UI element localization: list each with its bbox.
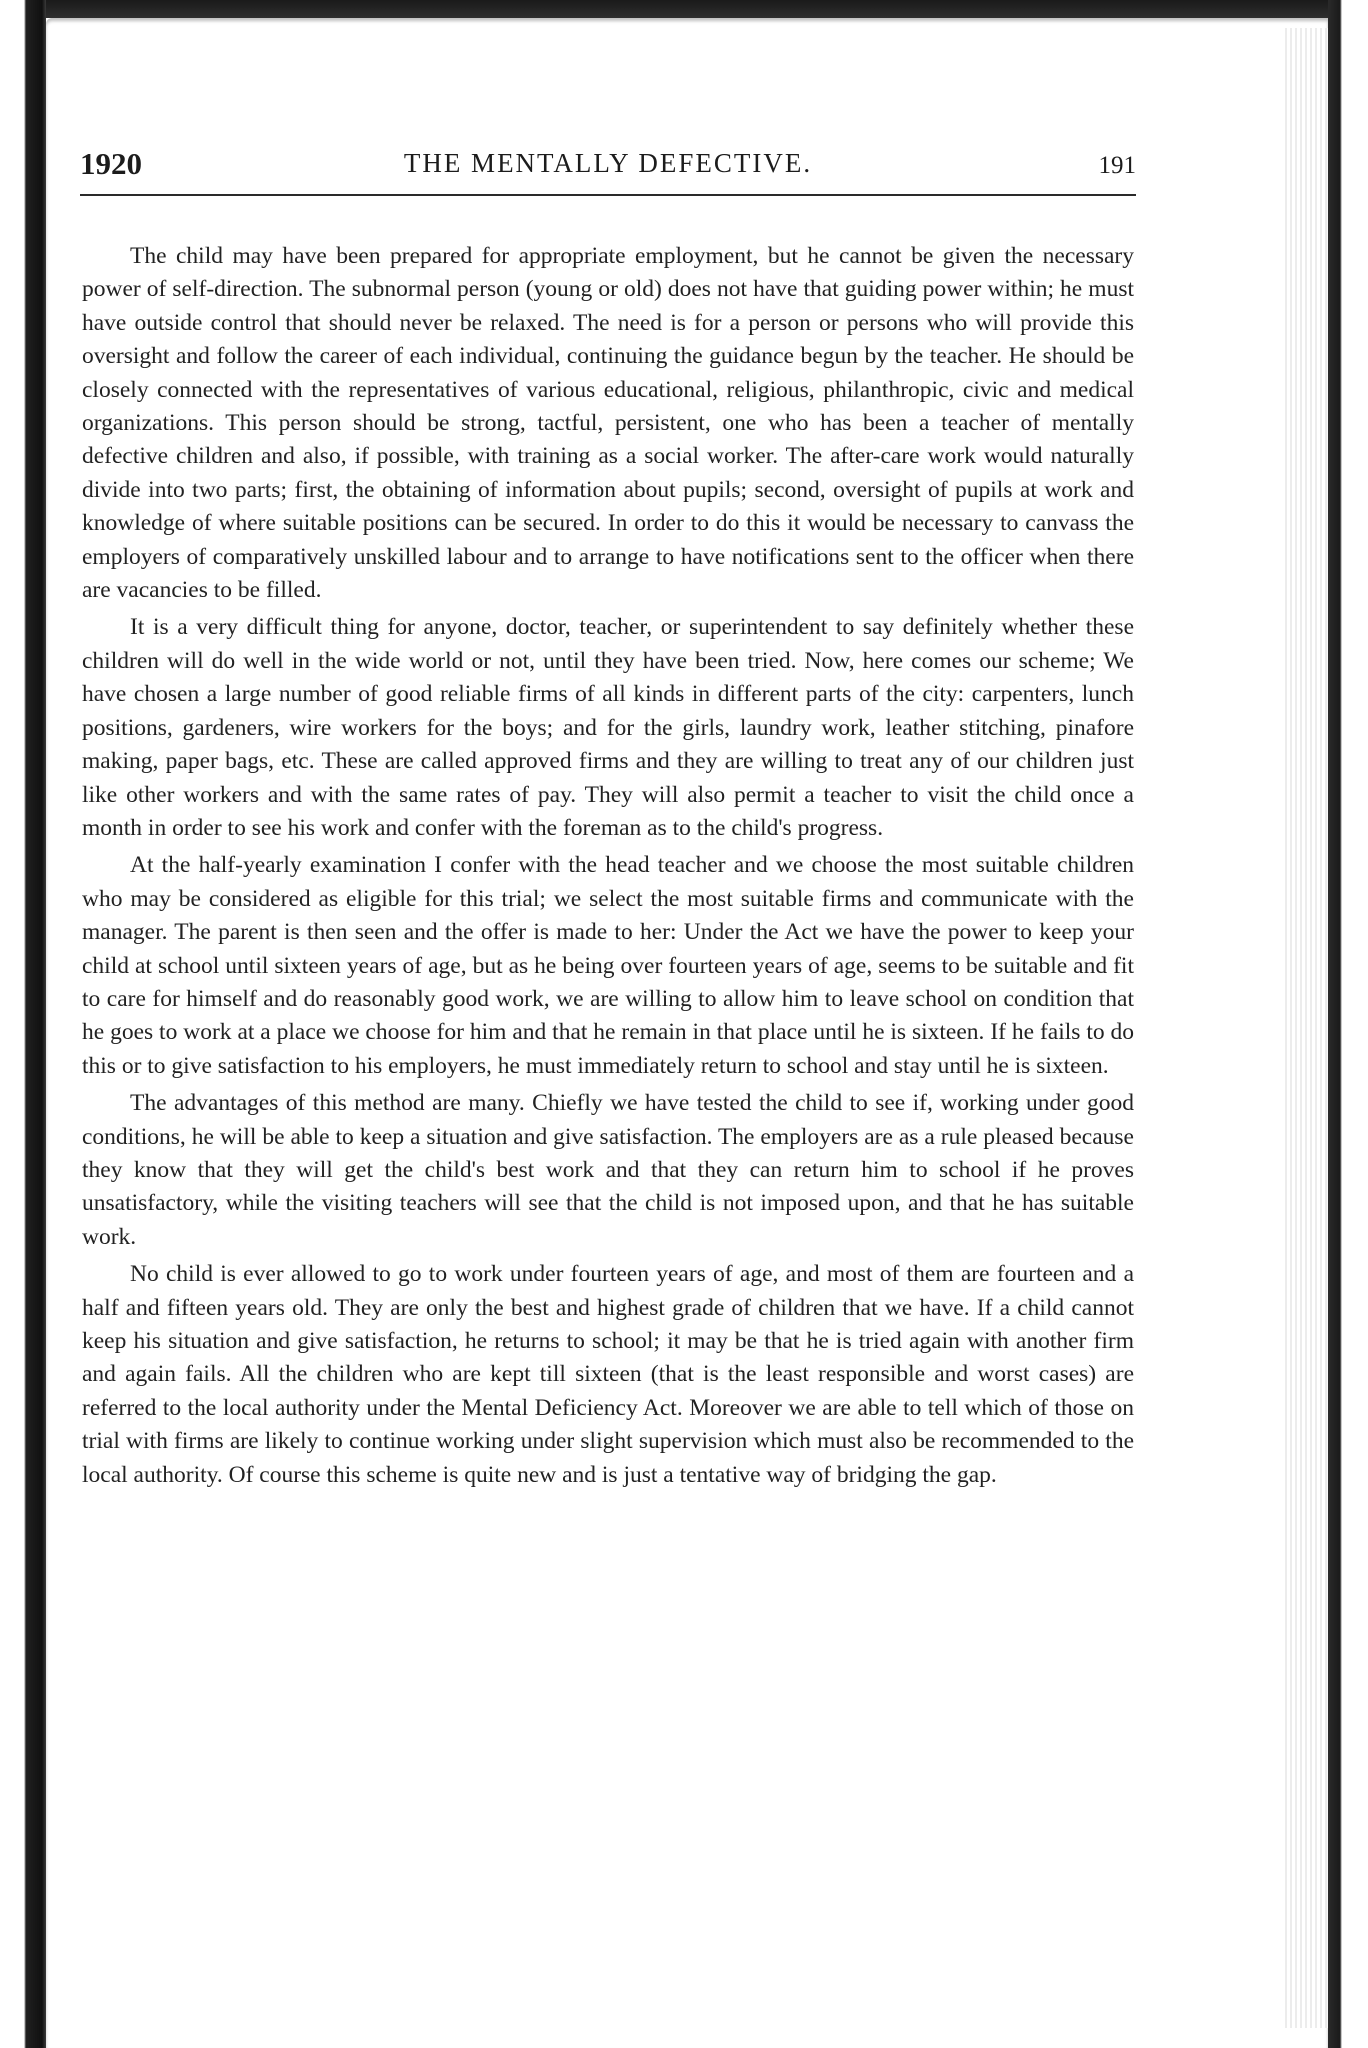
header-title: THE MENTALLY DEFECTIVE. bbox=[403, 148, 813, 178]
header-year: 1920 bbox=[80, 146, 142, 181]
page-stack-edges bbox=[1282, 28, 1328, 2028]
paragraph-4: The advantages of this method are many. Chiefly we have tested the child to see if, working under good conditions, he will be able to keep a situation and give satisfaction. The employers are as a rule pleased because they know that they will get the child's best work and that they can return him to school if he proves unsatisfactory, while the visiting teachers will see that the child is not imposed upon, and that he has suitable work. bbox=[82, 1090, 1134, 1250]
book-page bbox=[46, 18, 1328, 2048]
paragraph-5: No child is ever allowed to go to work under fourteen years of age, and most of them are fourteen and a half and fifteen years old. They are only the best and highest grade of children that we have. If a child cannot keep his situation and give satisfaction, he returns to school; it may be that he is tried again with another firm and again fails. All the children who are kept till sixteen (that is the least responsible and worst cases) are referred to the local authority under the Mental Deficiency Act. Moreover we are able to tell which of those on trial with firms are likely to continue working under slight supervision which must also be recommended to the local authority. Of course this scheme is quite new and is just a tentative way of bridging the gap. bbox=[82, 1261, 1134, 1488]
paragraph-1: The child may have been prepared for appropriate employment, but he cannot be given the necessary power of self-direction. The subnormal person (young or old) does not have that guiding power within; he must have outside control that should never be relaxed. The need is for a person or persons who will provide this oversight and follow the career of each individual, continuing the guidance begun by the teacher. He should be closely connected with the representatives of various educational, religious, philanthropic, civic and medical organizations. This person should be strong, tactful, persistent, one who has been a teacher of mentally defective children and also, if possible, with training as a social worker. The after-care work would naturally divide into two parts; first, the obtaining of information about pupils; second, oversight of pupils at work and knowledge of where suitable positions can be secured. In order to do this it would be necessary to canvass the employers of comparatively unskilled labour and to arrange to have notifications sent to the officer when there are vacancies to be filled. bbox=[82, 243, 1134, 604]
book-binding-edge bbox=[0, 0, 46, 2048]
running-header bbox=[80, 138, 1136, 196]
body-text bbox=[82, 240, 1134, 1496]
scanner-right-border bbox=[1328, 0, 1368, 2048]
page-number: 191 bbox=[1098, 152, 1136, 179]
paragraph-2: It is a very difficult thing for anyone, doctor, teacher, or superintendent to say definitely whether these children will do well in the wide world or not, until they have been tried. Now, here comes our scheme; We have chosen a large number of good reliable firms of all kinds in different parts of the city: carpenters, lunch positions, gardeners, wire workers for the boys; and for the girls, laundry work, leather stitching, pinafore making, paper bags, etc. These are called approved firms and they are willing to treat any of our children just like other workers and with the same rates of pay. They will also permit a teacher to visit the child once a month in order to see his work and confer with the foreman as to the child's progress. bbox=[82, 614, 1134, 841]
scanner-top-border bbox=[0, 0, 1368, 18]
paragraph-3: At the half-yearly examination I confer with the head teacher and we choose the most suitable children who may be considered as eligible for this trial; we select the most suitable firms and communicate with the manager. The parent is then seen and the offer is made to her: Under the Act we have the power to keep your child at school until sixteen years of age, but as he being over fourteen years of age, seems to be suitable and fit to care for himself and do reasonably good work, we are willing to allow him to leave school on condition that he goes to work at a place we choose for him and that he remain in that place until he is sixteen. If he fails to do this or to give satisfaction to his employers, he must immediately return to school and stay until he is sixteen. bbox=[82, 852, 1134, 1079]
